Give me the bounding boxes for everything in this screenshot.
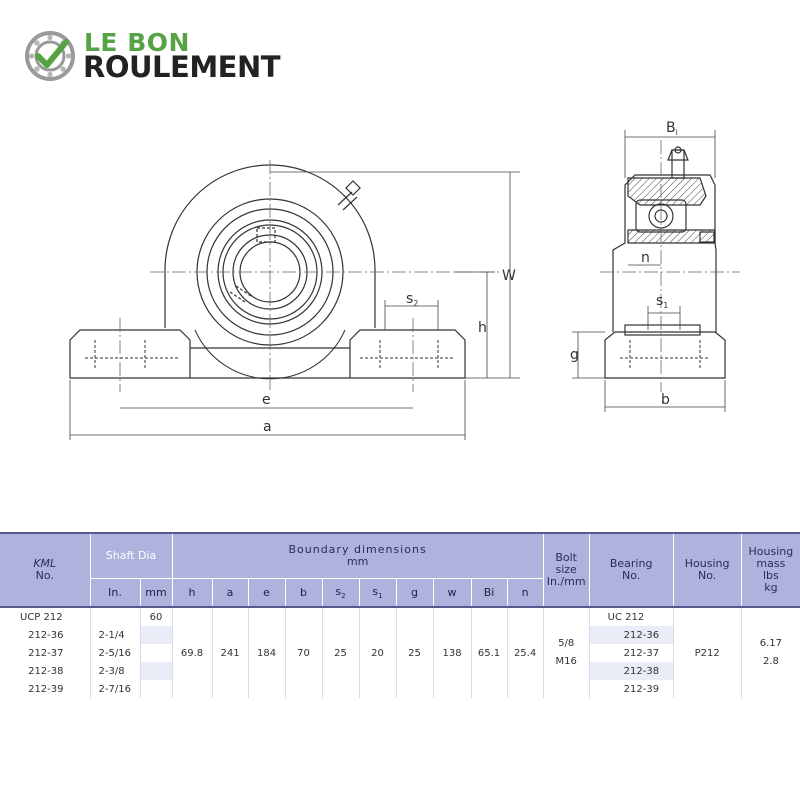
- header-dim-a: a: [212, 579, 248, 608]
- header-shaft-in: In.: [90, 579, 140, 608]
- table-header-row: [0, 533, 800, 579]
- row-no: 212-37: [28, 647, 64, 659]
- dim-label-g: g: [570, 347, 579, 363]
- spec-table-container: [0, 532, 800, 698]
- header-dim-n: n: [507, 579, 543, 608]
- brand-line-1: LE BON: [84, 28, 190, 57]
- row-in: 2-7/16: [90, 680, 140, 698]
- row-mm: [140, 662, 172, 680]
- side-view: [605, 147, 725, 378]
- dim-label-e: e: [262, 392, 271, 408]
- dim-label-s2: $s_2$: [406, 291, 419, 308]
- header-housing-no: Housing No.: [673, 533, 741, 607]
- value-n: 25.4: [507, 607, 543, 698]
- header-bolt-size: Bolt size In./mm: [543, 533, 589, 607]
- row-no: UCP 212: [20, 611, 63, 623]
- row-bearing: 212-37: [589, 644, 673, 662]
- header-shaft-dia: Shaft Dia: [90, 533, 172, 579]
- row-in: [90, 607, 140, 626]
- brand-line-2: ROULEMENT: [83, 50, 281, 84]
- row-bearing: UC 212: [589, 607, 673, 626]
- header-boundary-dimensions: Boundary dimensions mm: [172, 533, 543, 579]
- dim-label-n: n: [641, 250, 650, 266]
- header-shaft-mm: mm: [140, 579, 172, 608]
- value-h: 69.8: [172, 607, 212, 698]
- dim-label-bi: $B_i$: [666, 120, 678, 137]
- header-dim-s1: $s_1$: [359, 579, 396, 608]
- row-bearing: 212-36: [589, 626, 673, 644]
- header-kml-no: KML No.: [0, 533, 90, 607]
- value-g: 25: [396, 607, 433, 698]
- value-s1: 20: [359, 607, 396, 698]
- header-bearing-no: Bearing No.: [589, 533, 673, 607]
- row-no: 212-39: [28, 683, 64, 695]
- spec-table: [0, 532, 800, 698]
- row-mm: 60: [140, 607, 172, 626]
- value-b: 70: [285, 607, 322, 698]
- header-housing-mass: Housing mass lbs kg: [741, 533, 800, 607]
- dim-label-a: a: [263, 419, 272, 435]
- header-dim-h: h: [172, 579, 212, 608]
- row-bearing: 212-39: [589, 680, 673, 698]
- value-a: 241: [212, 607, 248, 698]
- row-no: 212-38: [28, 665, 64, 677]
- row-mm: [140, 644, 172, 662]
- value-bi: 65.1: [471, 607, 507, 698]
- value-housing-mass: 6.17 2.8: [741, 607, 800, 698]
- row-mm: [140, 680, 172, 698]
- header-dim-g: g: [396, 579, 433, 608]
- value-s2: 25: [322, 607, 359, 698]
- dim-label-s1: $s_1$: [656, 293, 669, 310]
- dim-label-h: h: [478, 320, 487, 336]
- dim-label-W: W: [502, 268, 516, 284]
- table-row: [0, 607, 800, 626]
- row-no: 212-36: [28, 629, 64, 641]
- row-mm: [140, 626, 172, 644]
- row-in: 2-3/8: [90, 662, 140, 680]
- row-in: 2-5/16: [90, 644, 140, 662]
- value-bolt-size: 5/8 M16: [543, 607, 589, 698]
- row-bearing: 212-38: [589, 662, 673, 680]
- header-dim-s2: $s_2$: [322, 579, 359, 608]
- header-dim-bi: Bi: [471, 579, 507, 608]
- header-dim-b: b: [285, 579, 322, 608]
- row-in: 2-1/4: [90, 626, 140, 644]
- dim-label-b: b: [661, 392, 670, 408]
- value-w: 138: [433, 607, 471, 698]
- header-dim-w: w: [433, 579, 471, 608]
- header-dim-e: e: [248, 579, 285, 608]
- value-e: 184: [248, 607, 285, 698]
- value-housing-no: P212: [673, 607, 741, 698]
